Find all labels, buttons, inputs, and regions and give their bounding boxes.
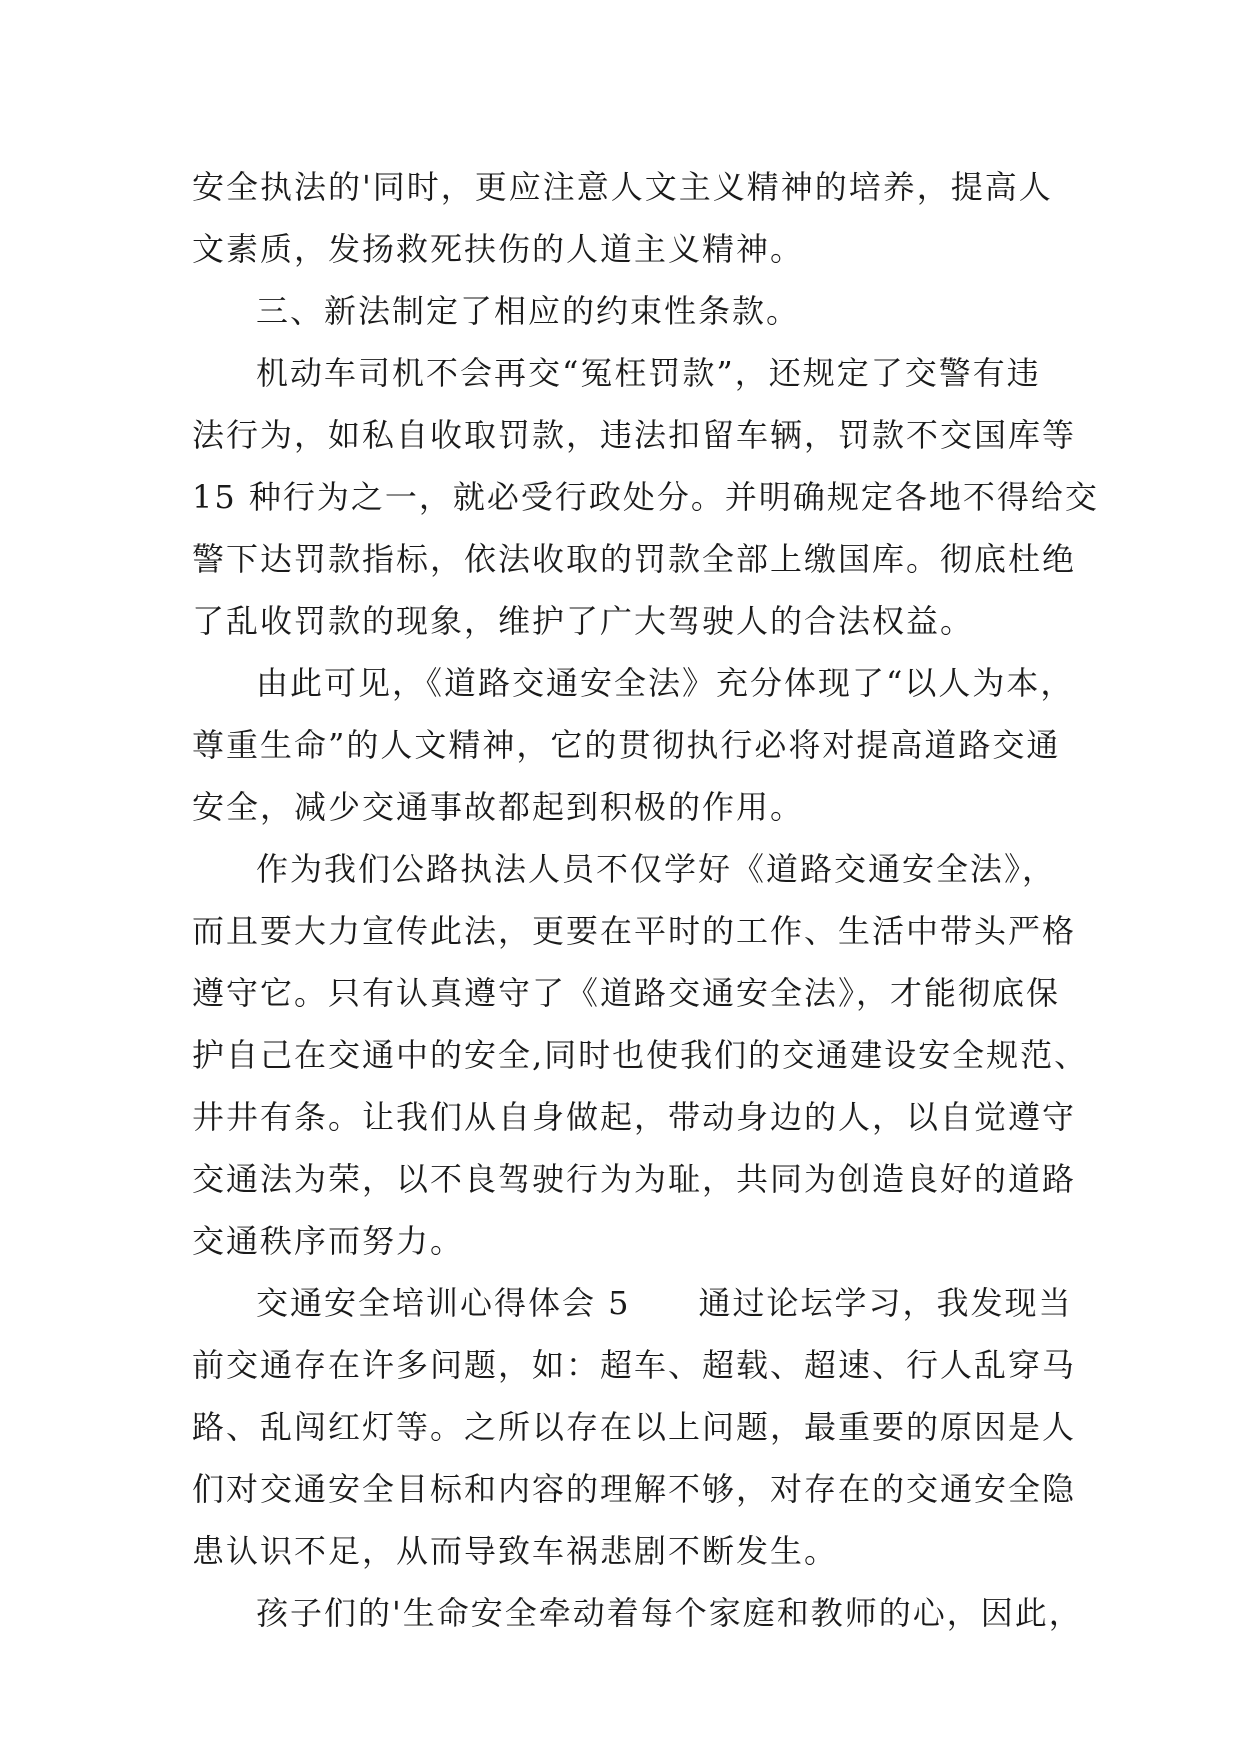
text-line: 安全执法的'同时，更应注意人文主义精神的培养，提高人: [192, 168, 1053, 206]
text-line: 安全，减少交通事故都起到积极的作用。: [192, 788, 805, 826]
paragraph-start-line: 交通安全培训心得体会 5 通过论坛学习，我发现当: [256, 1284, 1073, 1322]
text-line: 尊重生命”的人文精神，它的贯彻执行必将对提高道路交通: [192, 726, 1061, 764]
text-line: 而且要大力宣传此法，更要在平时的工作、生活中带头严格: [192, 912, 1077, 950]
section-heading: 三、新法制定了相应的约束性条款。: [256, 292, 801, 330]
text-line: 前交通存在许多问题，如：超车、超载、超速、行人乱穿马: [192, 1346, 1077, 1384]
text-line: 法行为，如私自收取罚款，违法扣留车辆，罚款不交国库等: [192, 416, 1077, 454]
text-line: 护自己在交通中的安全,同时也使我们的交通建设安全规范、: [192, 1036, 1089, 1074]
paragraph-start-line: 由此可见，《道路交通安全法》充分体现了“以人为本，: [256, 664, 1075, 702]
text-line: 井井有条。让我们从自身做起，带动身边的人，以自觉遵守: [192, 1098, 1077, 1136]
text-line: 患认识不足，从而导致车祸悲剧不断发生。: [192, 1532, 839, 1570]
document-body: [192, 156, 1099, 1644]
text-line: 交通秩序而努力。: [192, 1222, 465, 1260]
text-line: 警下达罚款指标，依法收取的罚款全部上缴国库。彻底杜绝: [192, 540, 1077, 578]
text-line: 15 种行为之一，就必受行政处分。并明确规定各地不得给交: [192, 478, 1099, 516]
paragraph-start-line: 孩子们的'生命安全牵动着每个家庭和教师的心，因此，: [256, 1594, 1083, 1632]
text-line: 交通法为荣，以不良驾驶行为为耻，共同为创造良好的道路: [192, 1160, 1077, 1198]
text-line: 们对交通安全目标和内容的理解不够，对存在的交通安全隐: [192, 1470, 1077, 1508]
paragraph-start-line: 机动车司机不会再交“冤枉罚款”，还规定了交警有违: [256, 354, 1041, 392]
text-line: 了乱收罚款的现象，维护了广大驾驶人的合法权益。: [192, 602, 975, 640]
text-line: 遵守它。只有认真遵守了《道路交通安全法》，才能彻底保: [192, 974, 1061, 1012]
text-line: 文素质，发扬救死扶伤的人道主义精神。: [192, 230, 805, 268]
text-line: 路、乱闯红灯等。之所以存在以上问题，最重要的原因是人: [192, 1408, 1077, 1446]
paragraph-start-line: 作为我们公路执法人员不仅学好《道路交通安全法》，: [256, 850, 1057, 888]
